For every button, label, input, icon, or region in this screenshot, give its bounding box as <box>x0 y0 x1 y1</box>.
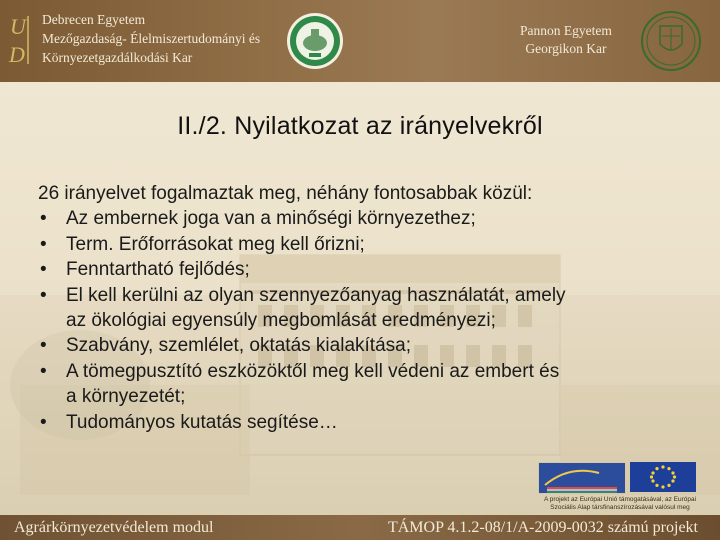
bullet-text: Szabvány, szemlélet, oktatás kialakítása; <box>66 335 411 357</box>
bullet-text-continued: a környezetét; <box>66 386 186 408</box>
right-institution-line: Georgikon Kar <box>525 41 607 56</box>
bullet-text: A tömegpusztító eszközöktől meg kell védeni az embert és <box>66 360 560 382</box>
bullet-item <box>38 333 698 358</box>
new-hungary-logo <box>538 462 626 494</box>
svg-text:U: U <box>10 14 26 39</box>
bullet-text: El kell kerülni az olyan szennyezőanyag használatát, amely <box>66 284 566 306</box>
bullet-dot: • <box>40 208 47 230</box>
bullet-dot: • <box>40 335 47 357</box>
left-institution-line: Környezetgazdálkodási Kar <box>42 50 193 65</box>
bullet-list <box>38 206 698 435</box>
bullet-text: Term. Erőforrásokat meg kell őrizni; <box>66 233 365 255</box>
eu-caption-line: A projekt az Európai Unió támogatásával, az Európai <box>543 496 697 503</box>
bullet-dot: • <box>40 233 47 255</box>
university-crest <box>640 8 702 74</box>
bullet-item <box>38 283 698 334</box>
bullet-text: Fenntartható fejlődés; <box>66 259 250 281</box>
eu-caption-line: Szociális Alap társfinanszírozásával valósul meg <box>550 504 690 511</box>
svg-text:D: D <box>9 42 25 67</box>
footer-banner <box>0 515 720 540</box>
bullet-dot: • <box>40 360 47 382</box>
faculty-seal <box>286 12 344 70</box>
bullet-item <box>38 257 698 282</box>
left-institution-line: Mezőgazdaság- Élelmiszertudományi és <box>42 31 261 46</box>
bullet-item <box>38 359 698 410</box>
bullet-text: Az embernek joga van a minőségi környezethez; <box>66 208 476 230</box>
eu-funding-notice <box>532 458 708 518</box>
bullet-dot: • <box>40 284 47 306</box>
bullet-text: Tudományos kutatás segítése… <box>66 411 338 433</box>
left-institution-line: Debrecen Egyetem <box>42 12 146 27</box>
right-institution-name <box>520 22 612 58</box>
university-initials-logo <box>6 8 36 70</box>
bullet-item <box>38 206 698 231</box>
bullet-item <box>38 232 698 257</box>
bullet-text-continued: az ökológiai egyensúly megbomlását eredményezi; <box>66 310 496 332</box>
bullet-item <box>38 410 698 435</box>
eu-flag-icon <box>630 462 696 492</box>
slide-body <box>38 181 698 435</box>
project-id: TÁMOP 4.1.2-08/1/A-2009-0032 számú projekt <box>387 519 698 536</box>
module-name: Agrárkörnyezetvédelem modul <box>14 519 214 536</box>
header-banner <box>0 0 720 82</box>
bullet-dot: • <box>40 259 47 281</box>
slide-title: II./2. Nyilatkozat az irányelvekről <box>177 112 543 140</box>
bullet-dot: • <box>40 411 47 433</box>
left-institution-name <box>42 10 260 67</box>
right-institution-line: Pannon Egyetem <box>520 23 612 38</box>
eu-funding-caption <box>532 496 708 512</box>
intro-line: 26 irányelvet fogalmaztak meg, néhány fontosabbak közül: <box>38 183 533 204</box>
